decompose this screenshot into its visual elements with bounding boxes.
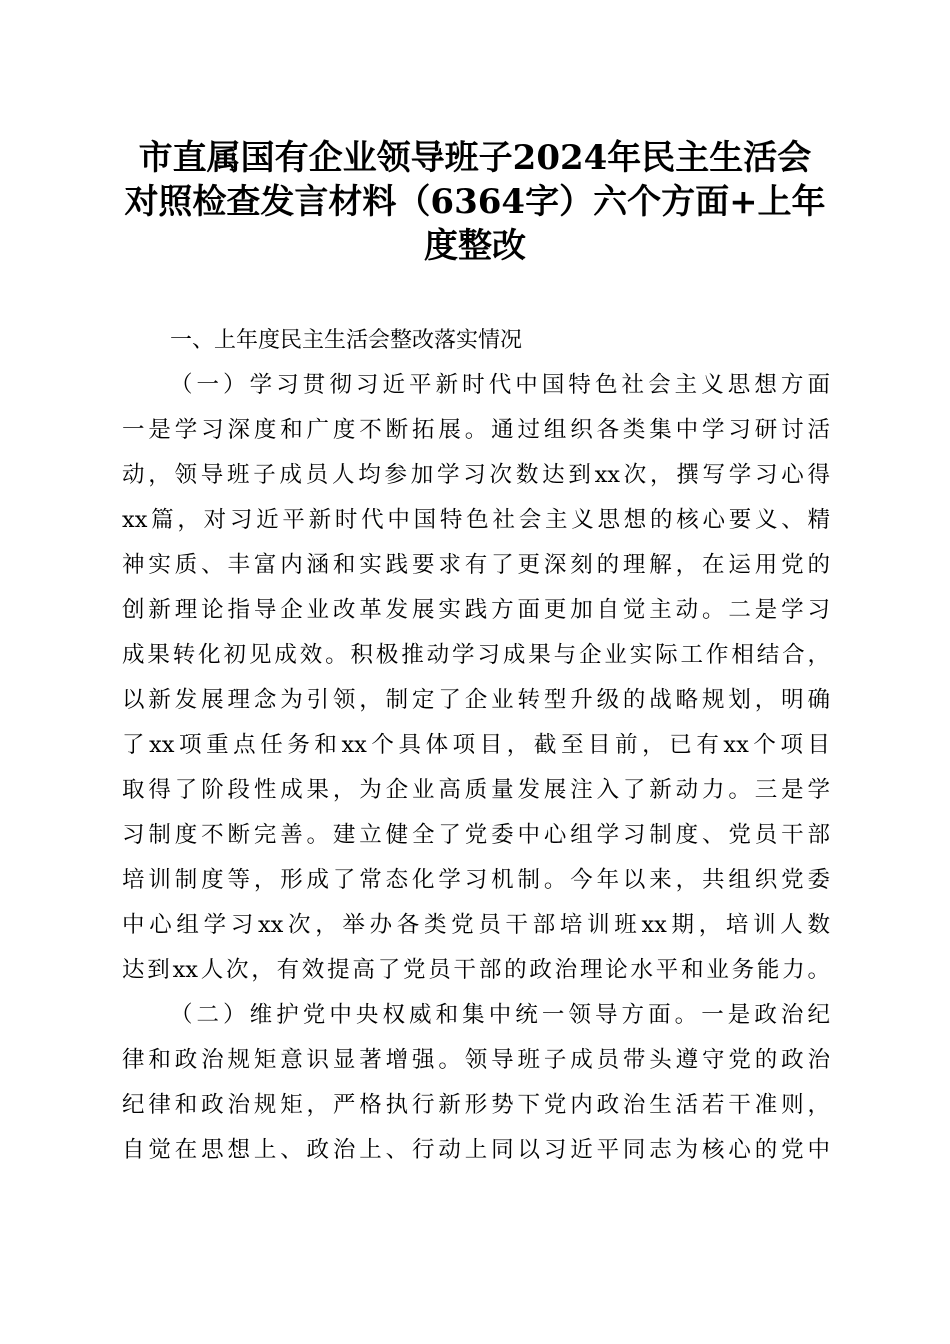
title-line-2: 对照检查发言材料（6364字）六个方面+上年 [124,182,826,222]
body-line: 创新理论指导企业改革发展实践方面更加自觉主动。二是学习 [122,597,830,623]
body-line: 纪律和政治规矩，严格执行新形势下党内政治生活若干准则， [122,1092,830,1118]
title-line-3: 度整改 [424,226,526,266]
body-line: 取得了阶段性成果，为企业高质量发展注入了新动力。三是学 [122,777,830,803]
document-body [122,318,830,1173]
body-line: 律和政治规矩意识显著增强。领导班子成员带头遵守党的政治 [122,1047,830,1073]
body-line: 一是学习深度和广度不断拓展。通过组织各类集中学习研讨活 [122,417,830,443]
title-line-1: 市直属国有企业领导班子2024年民主生活会 [138,138,812,178]
body-line: 培训制度等，形成了常态化学习机制。今年以来，共组织党委 [122,867,830,893]
body-line: 动，领导班子成员人均参加学习次数达到xx次，撰写学习心得 [122,462,830,488]
subheading-1: （一）学习贯彻习近平新时代中国特色社会主义思想方面 [170,372,830,398]
body-line: 中心组学习xx次，举办各类党员干部培训班xx期，培训人数 [122,912,830,938]
body-line: 以新发展理念为引领，制定了企业转型升级的战略规划，明确 [122,687,830,713]
body-line: 达到xx人次，有效提高了党员干部的政治理论水平和业务能力。 [122,957,830,983]
body-line: 神实质、丰富内涵和实践要求有了更深刻的理解，在运用党的 [122,552,830,578]
body-line: xx篇，对习近平新时代中国特色社会主义思想的核心要义、精 [122,507,830,533]
subheading-2: （二）维护党中央权威和集中统一领导方面。一是政治纪 [170,1002,830,1028]
body-line: 习制度不断完善。建立健全了党委中心组学习制度、党员干部 [122,822,830,848]
body-line: 了xx项重点任务和xx个具体项目，截至目前，已有xx个项目 [122,732,830,758]
section-heading: 一、上年度民主生活会整改落实情况 [170,328,523,353]
document-title [100,136,850,268]
body-line: 自觉在思想上、政治上、行动上同以习近平同志为核心的党中 [122,1137,830,1163]
body-line: 成果转化初见成效。积极推动学习成果与企业实际工作相结合， [122,642,830,668]
